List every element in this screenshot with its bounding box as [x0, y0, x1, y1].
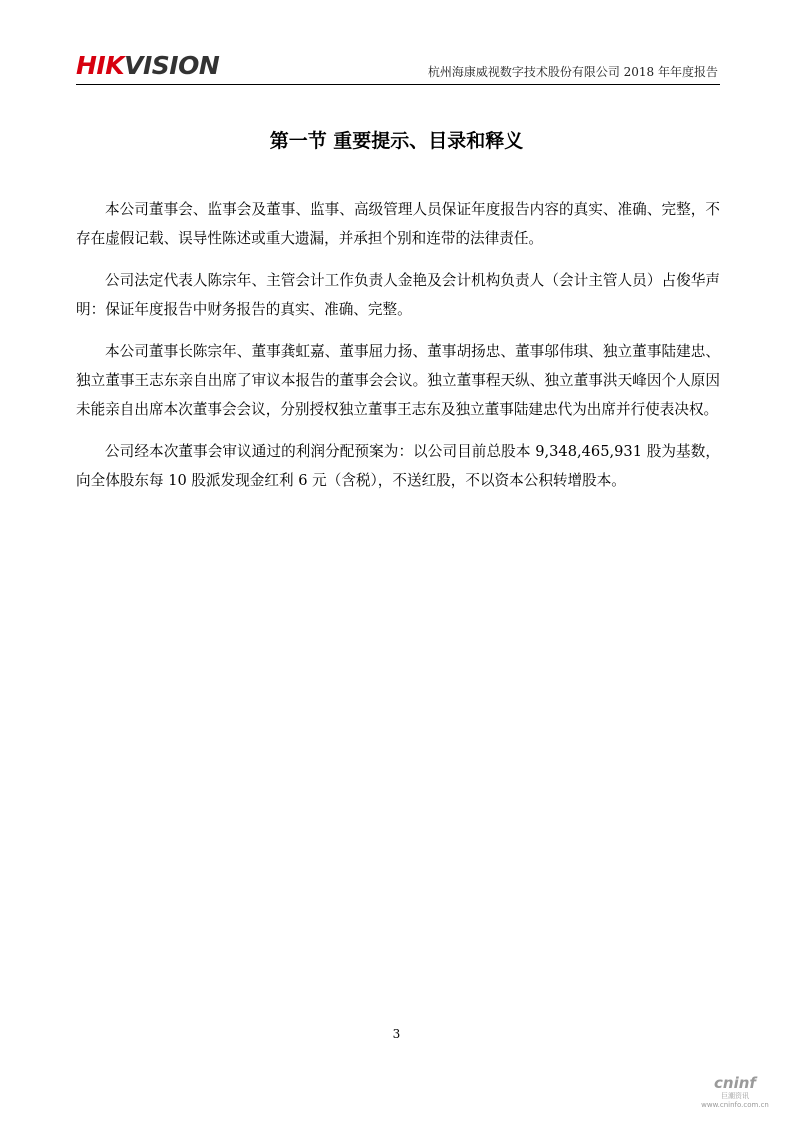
page-header [76, 50, 720, 85]
page-number: 3 [392, 1027, 401, 1041]
paragraph-profit-distribution: 公司经本次董事会审议通过的利润分配预案为：以公司目前总股本 9,348,465,931 股为基数，向全体股东每 10 股派发现金红利 6 元（含税），不送红股，不以资本公积转增股本。 [76, 443, 720, 489]
section-title: 第一节 重要提示、目录和释义 [269, 130, 524, 152]
hikvision-logo [76, 52, 219, 80]
paragraph-board-attendance: 本公司董事长陈宗年、董事龚虹嘉、董事屈力扬、董事胡扬忠、董事邬伟琪、独立董事陆建忠、独立董事王志东亲自出席了审议本报告的董事会会议。独立董事程天纵、独立董事洪天峰因个人原因未能亲自出席本次董事会会议，分别授权独立董事王志东及独立董事陆建忠代为出席并行使表决权。 [76, 343, 720, 418]
paragraph-responsibility-statement: 本公司董事会、监事会及董事、监事、高级管理人员保证年度报告内容的真实、准确、完整，不存在虚假记载、误导性陈述或重大遗漏，并承担个别和连带的法律责任。 [76, 201, 720, 247]
logo-vision-text: VISION [124, 51, 220, 80]
logo-hik-text: HIK [76, 51, 125, 80]
watermark-chinese: 巨潮资讯 [721, 1092, 749, 1100]
report-title: 杭州海康威视数字技术股份有限公司 2018 年年度报告 [427, 65, 718, 79]
paragraph-financial-statement-declaration: 公司法定代表人陈宗年、主管会计工作负责人金艳及会计机构负责人（会计主管人员）占俊华声明：保证年度报告中财务报告的真实、准确、完整。 [76, 272, 720, 318]
watermark-url: www.cninfo.com.cn [701, 1101, 769, 1109]
document-body [76, 196, 720, 509]
cninfo-watermark [695, 1074, 775, 1110]
watermark-brand: cninf [714, 1074, 756, 1092]
